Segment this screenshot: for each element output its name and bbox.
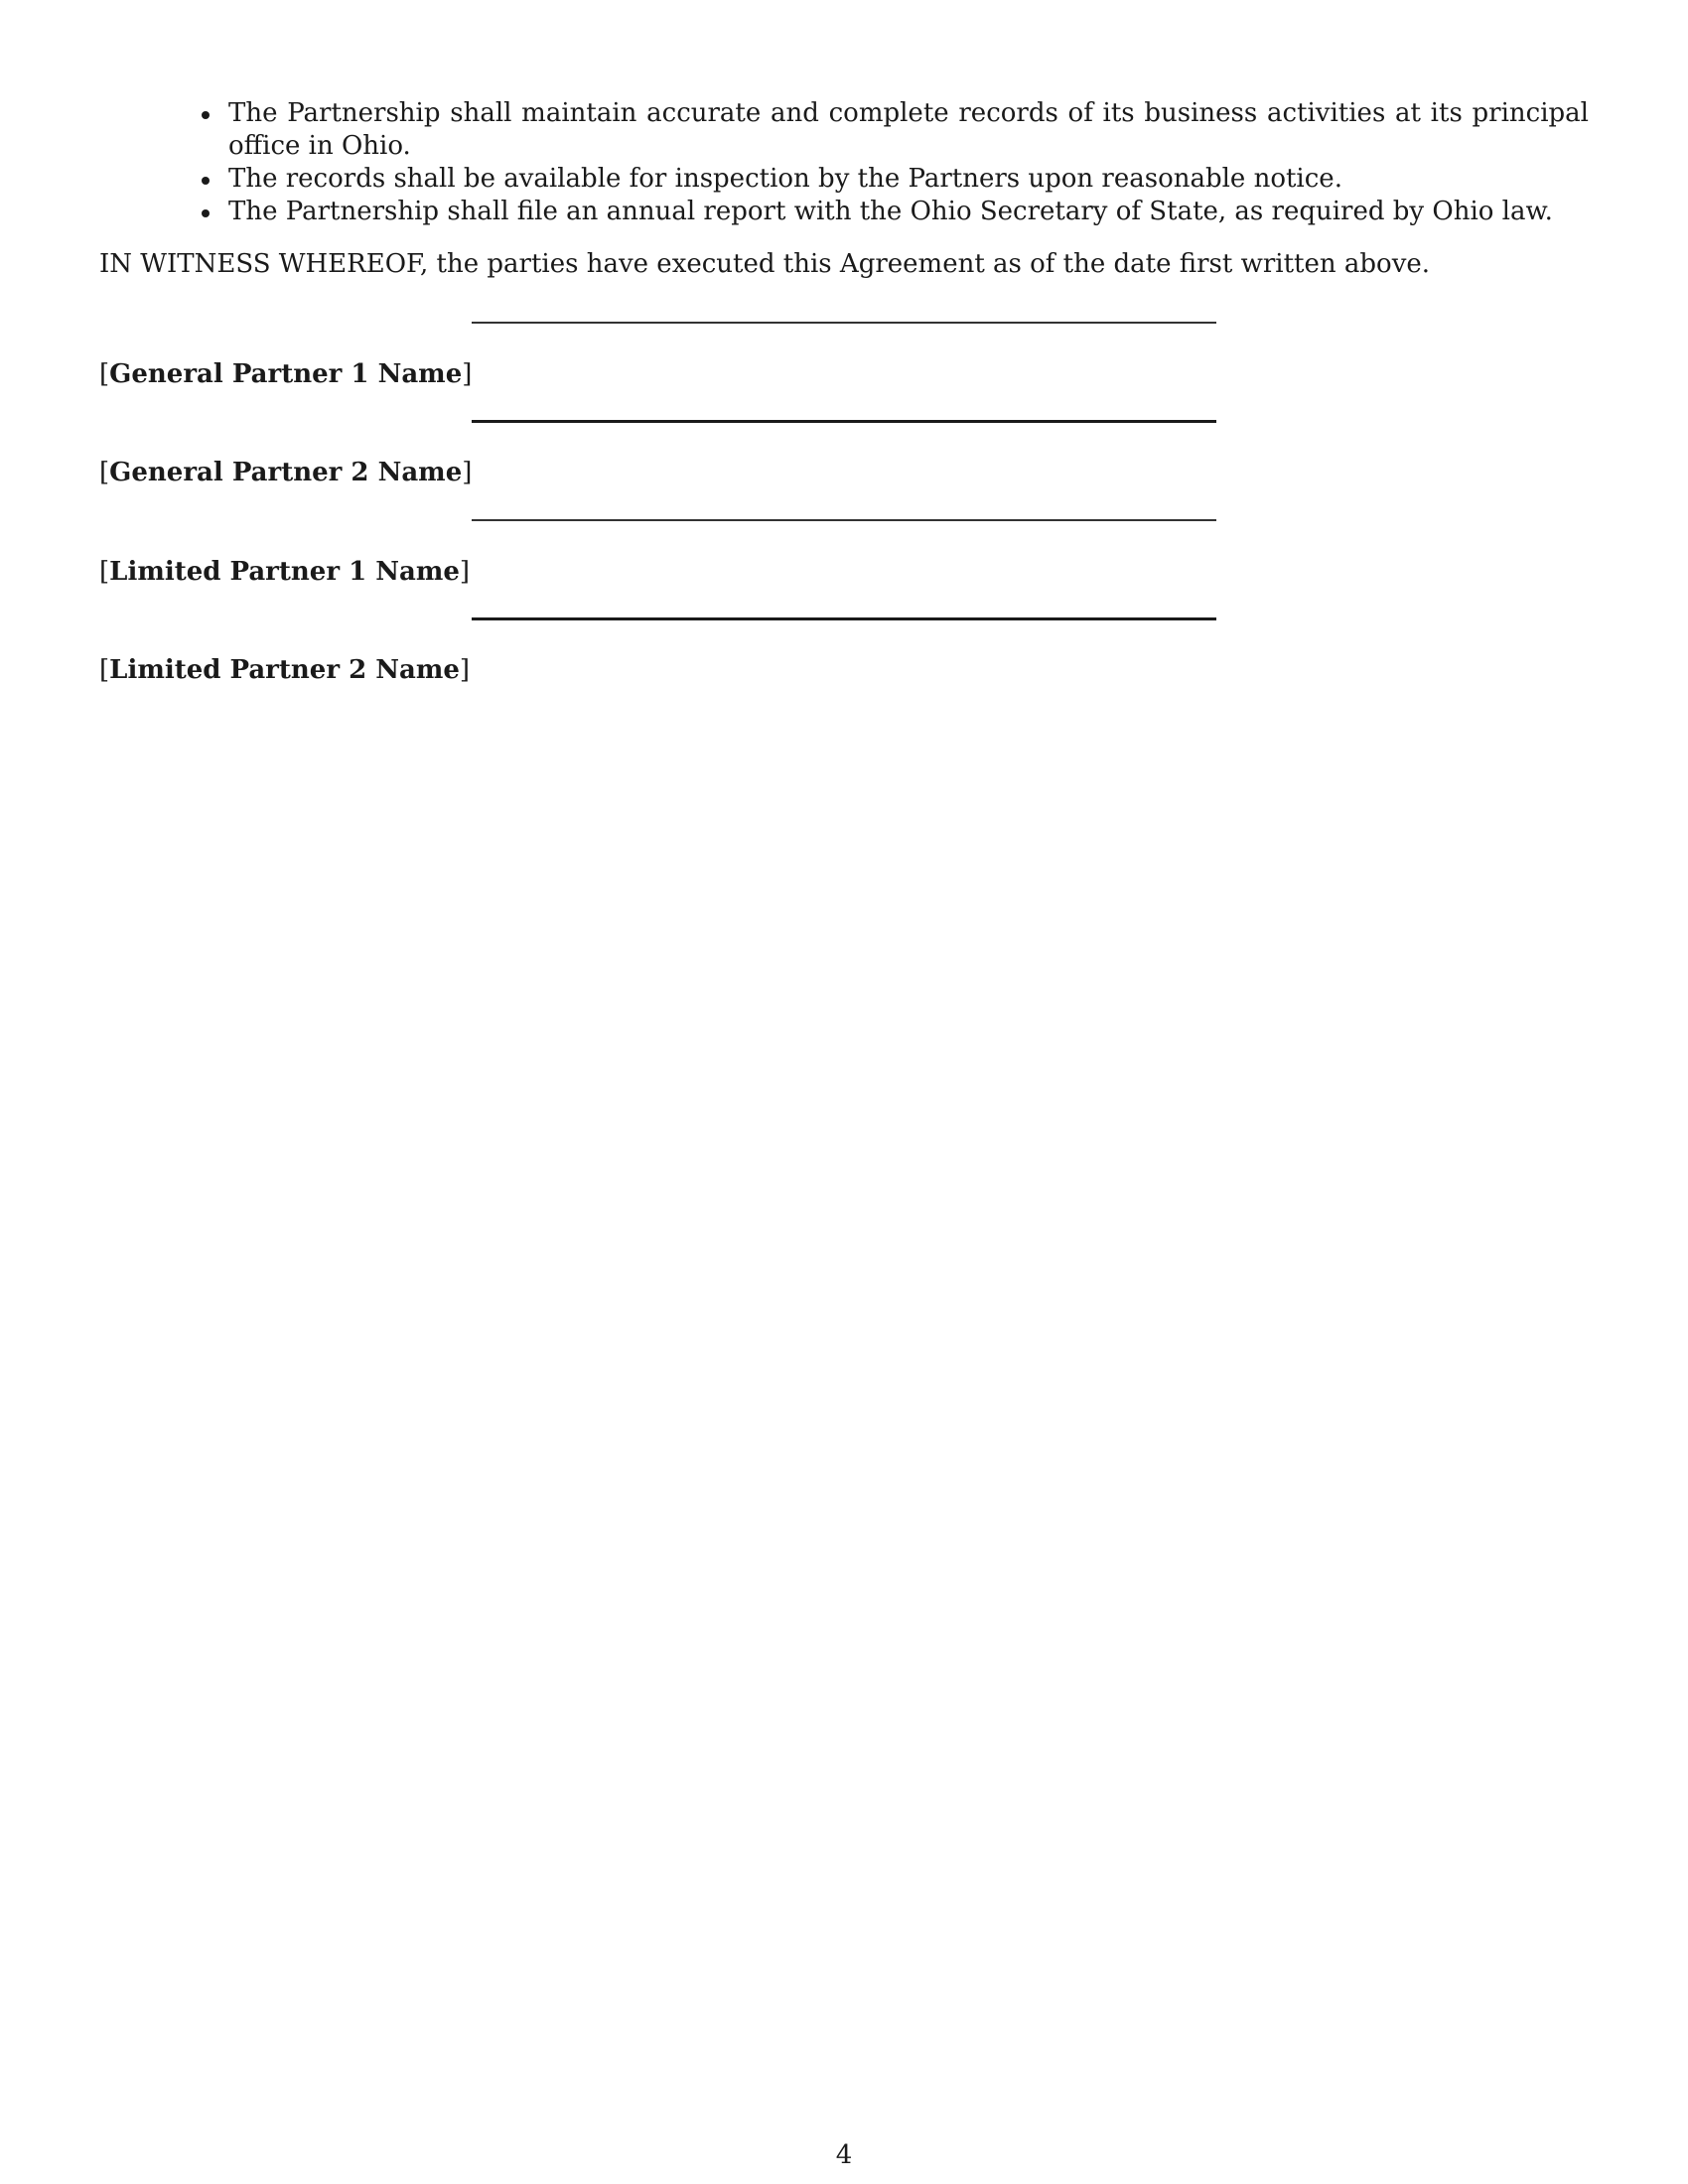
list-item bbox=[99, 97, 1589, 163]
records-bullet-list bbox=[99, 97, 1589, 228]
bullet-dot-icon bbox=[202, 209, 210, 217]
signature-name-label: Limited Partner 2 Name bbox=[109, 655, 460, 685]
signature-name-label: General Partner 1 Name bbox=[109, 359, 463, 389]
bullet-text: The Partnership shall maintain accurate and complete records of its business activities at its principal office in Ohio. bbox=[228, 98, 1589, 161]
bullet-text: The records shall be available for inspection by the Partners upon reasonable notice. bbox=[228, 164, 1342, 194]
list-item bbox=[99, 196, 1589, 228]
signature-line bbox=[472, 322, 1216, 324]
signature-line bbox=[472, 519, 1216, 521]
witness-statement: IN WITNESS WHEREOF, the parties have executed this Agreement as of the date first written above. bbox=[99, 249, 1431, 279]
signature-name: [General Partner 2 Name] bbox=[99, 458, 473, 487]
signature-line bbox=[472, 420, 1216, 423]
signature-line bbox=[472, 617, 1216, 620]
signature-block-limited-partner-1 bbox=[99, 519, 1221, 618]
signature-name-label: General Partner 2 Name bbox=[109, 458, 463, 487]
bullet-dot-icon bbox=[202, 177, 210, 185]
page-number: 4 bbox=[835, 2140, 853, 2170]
signature-name: [General Partner 1 Name] bbox=[99, 359, 473, 389]
signature-name: [Limited Partner 1 Name] bbox=[99, 557, 471, 587]
bullet-dot-icon bbox=[202, 111, 210, 119]
list-item bbox=[99, 163, 1589, 196]
signature-block-limited-partner-2 bbox=[99, 617, 1221, 717]
signature-name-label: Limited Partner 1 Name bbox=[109, 557, 460, 587]
signature-name: [Limited Partner 2 Name] bbox=[99, 655, 471, 685]
bullet-text: The Partnership shall file an annual report with the Ohio Secretary of State, as required by Ohio law. bbox=[228, 197, 1553, 226]
signature-block-general-partner-2 bbox=[99, 420, 1221, 519]
signature-block-general-partner-1 bbox=[99, 322, 1221, 421]
